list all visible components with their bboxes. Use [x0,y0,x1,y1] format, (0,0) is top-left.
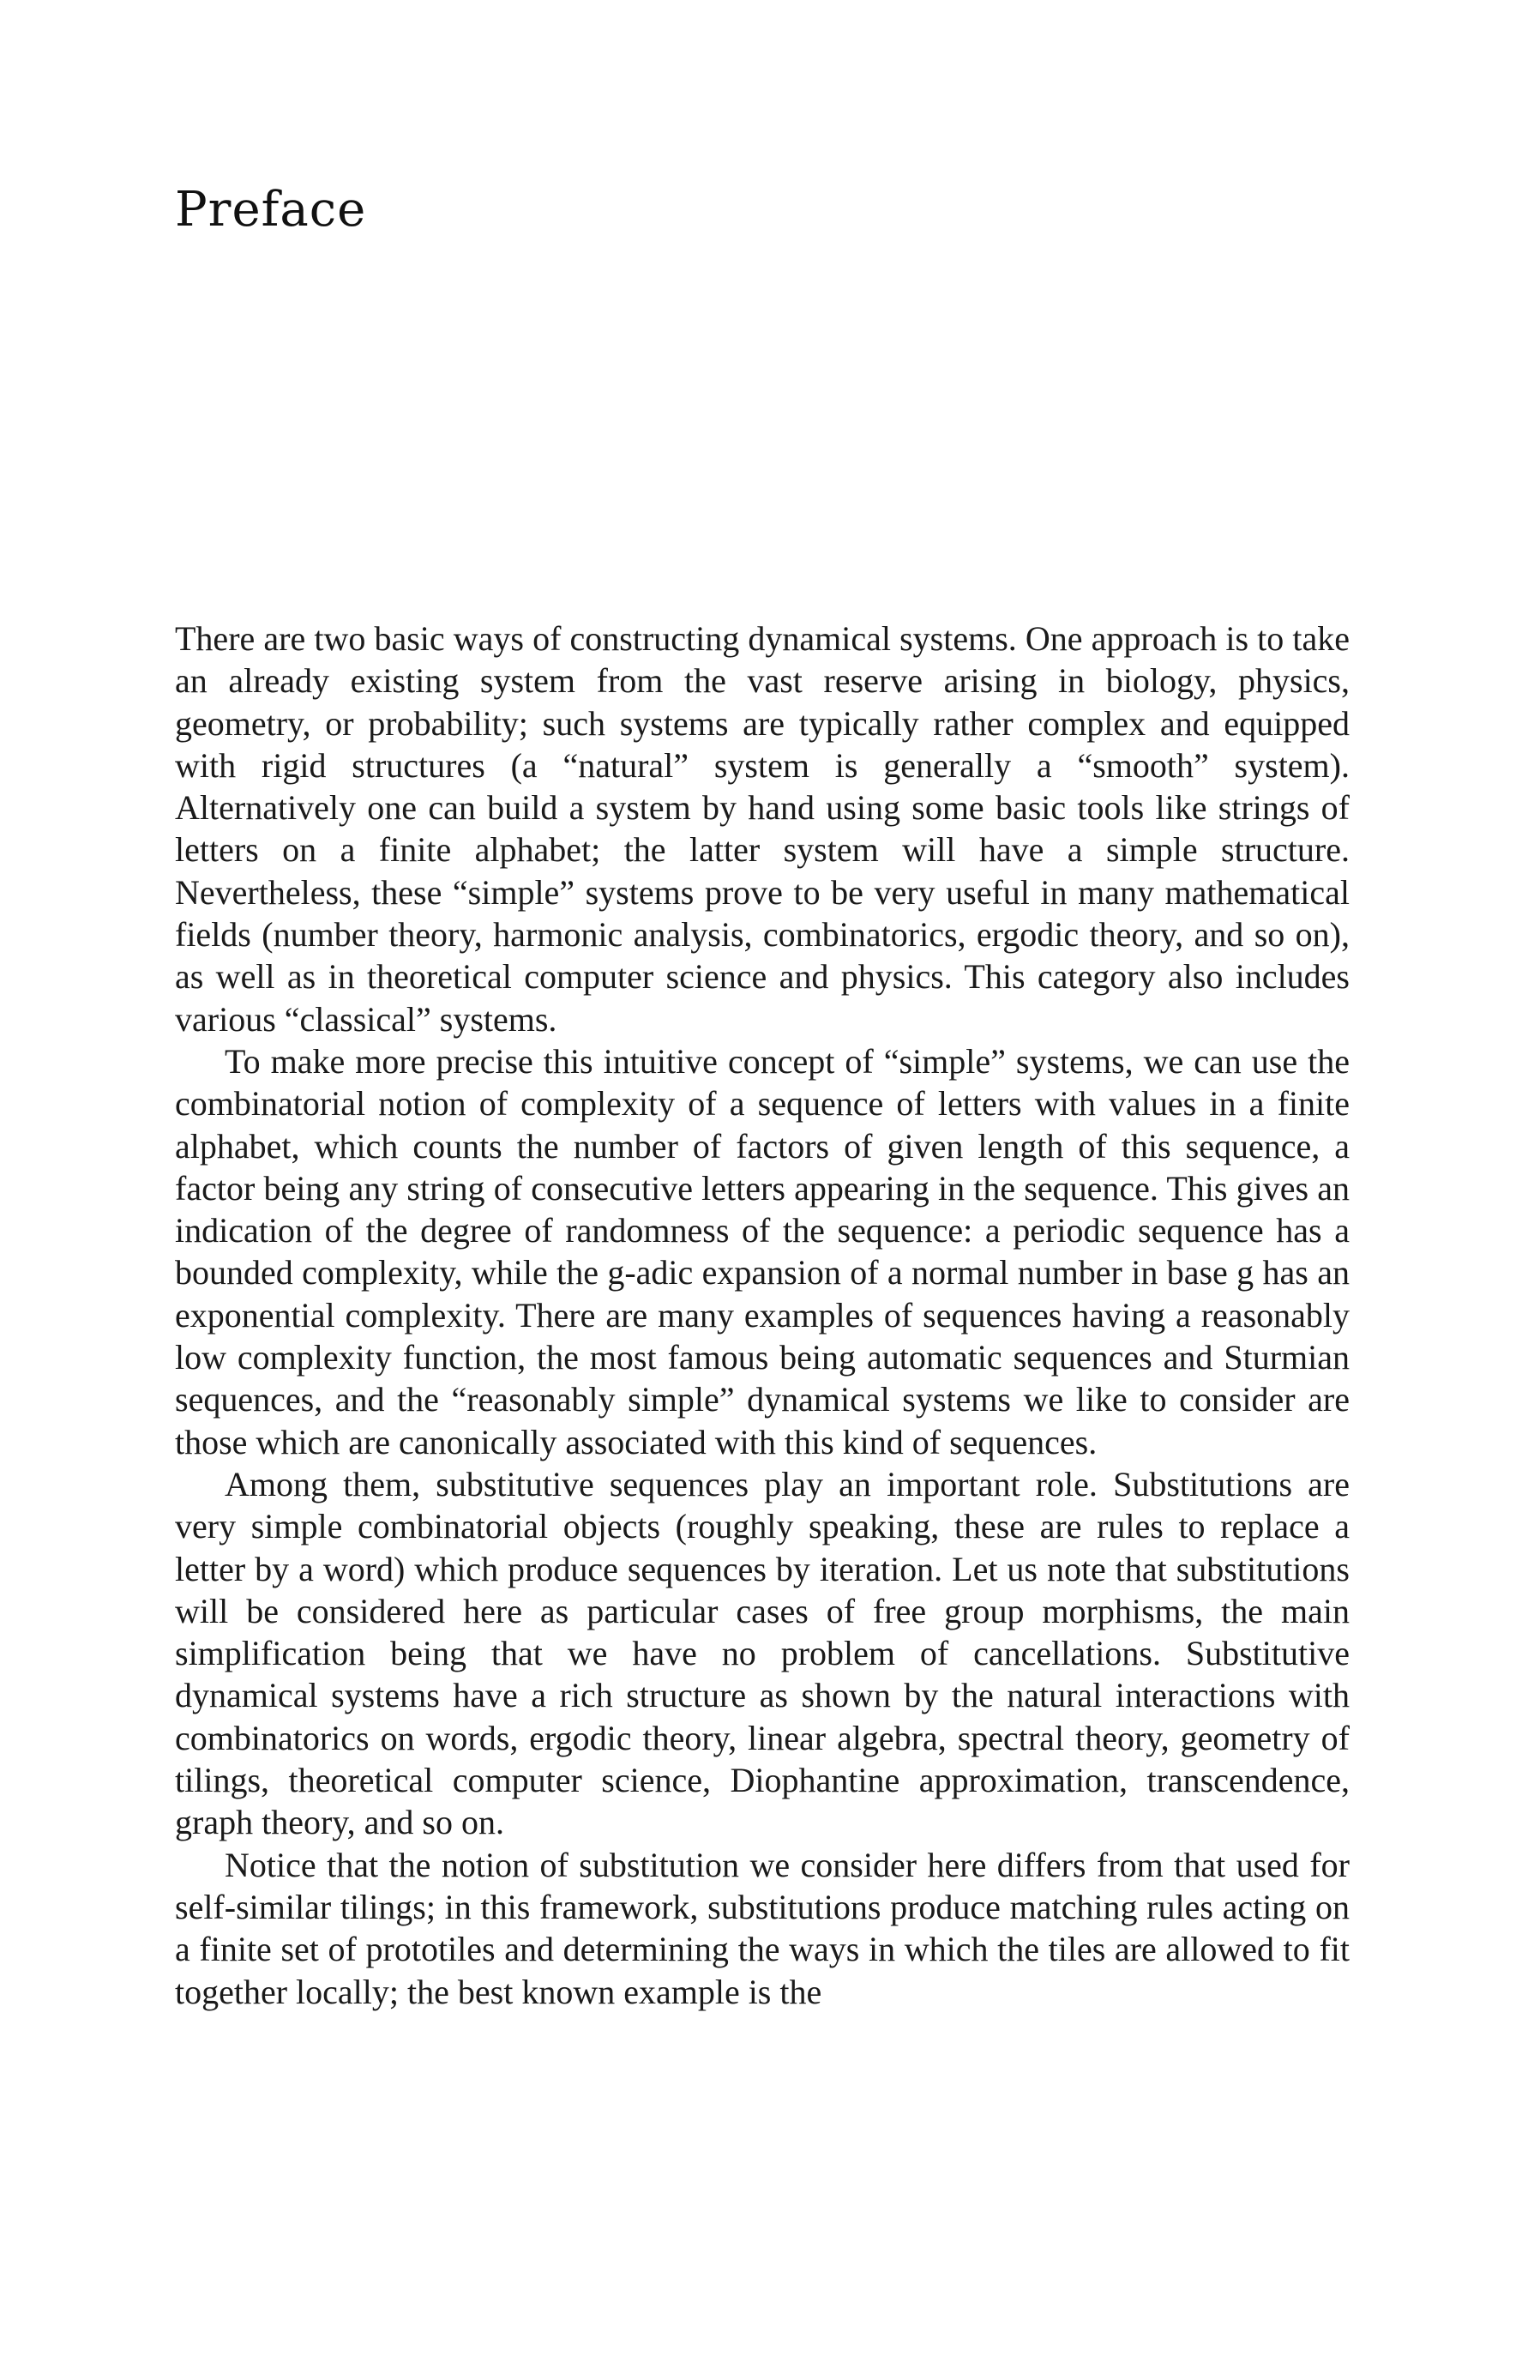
paragraph-4: Notice that the notion of substitution we consider here differs from that used for self-similar tilings; in this framework, substitutions produce matching rules acting on a finite set of prototiles and determining the ways in which the tiles are allowed to fit together locally; the best known example is the [175,1845,1350,2011]
preface-body [175,618,1350,2013]
paragraph-1: There are two basic ways of constructing dynamical systems. One approach is to take an already existing system from the vast reserve arising in biology, physics, geometry, or probability; such systems are typically rather complex and equipped with rigid structures (a “natural” system is generally a “smooth” system). Alternatively one can build a system by hand using some basic tools like strings of letters on a finite alphabet; the latter system will have a simple structure. Nevertheless, these “simple” systems prove to be very useful in many mathematical fields (number theory, harmonic analysis, combinatorics, ergodic theory, and so on), as well as in theoretical computer science and physics. This category also includes various “classical” systems. [175,619,1350,1039]
chapter-title: Preface [175,182,367,238]
paragraph-3: Among them, substitutive sequences play an important role. Substitutions are very simple combinatorial objects (roughly speaking, these are rules to replace a letter by a word) which produce sequences by iteration. Let us note that substitutions will be considered here as particular cases of free group morphisms, the main simplification being that we have no problem of cancellations. Substitutive dynamical systems have a rich structure as shown by the natural interactions with combinatorics on words, ergodic theory, linear algebra, spectral theory, geometry of tilings, theoretical computer science, Diophantine approximation, transcendence, graph theory, and so on. [175,1464,1350,1842]
paragraph-2: To make more precise this intuitive concept of “simple” systems, we can use the combinatorial notion of complexity of a sequence of letters with values in a finite alphabet, which counts the number of factors of given length of this sequence, a factor being any string of consecutive letters appearing in the sequence. This gives an indication of the degree of randomness of the sequence: a periodic sequence has a bounded complexity, while the g-adic expansion of a normal number in base g has an exponential complexity. There are many examples of sequences having a reasonably low complexity function, the most famous being automatic sequences and Sturmian sequences, and the “reasonably simple” dynamical systems we like to consider are those which are canonically associated with this kind of sequences. [175,1041,1350,1461]
